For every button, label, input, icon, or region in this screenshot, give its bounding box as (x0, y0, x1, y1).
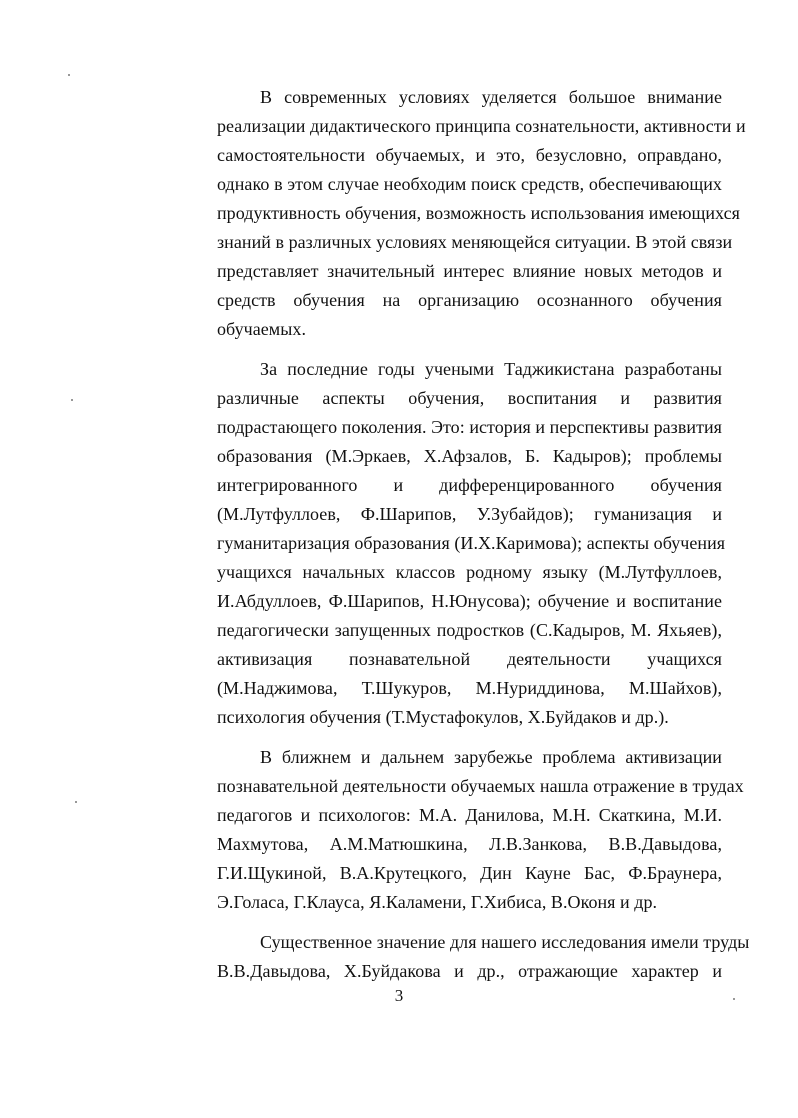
text-line: интегрированного и дифференцированного обучения (217, 475, 722, 495)
scan-speck (68, 74, 70, 76)
paragraph-1 (174, 83, 746, 344)
text-line: В современных условиях уделяется большое внимание (260, 87, 722, 107)
text-line: образования (М.Эркаев, Х.Афзалов, Б. Кадыров); проблемы (217, 446, 722, 466)
text-line: И.Абдуллоев, Ф.Шарипов, Н.Юнусова); обучение и воспитание (217, 591, 722, 611)
text-line: психология обучения (Т.Мустафокулов, Х.Буйдаков и др.). (217, 707, 669, 727)
text-line: Э.Голаса, Г.Клауса, Я.Каламени, Г.Хибиса, В.Оконя и др. (217, 892, 658, 912)
text-line: средств обучения на организацию осознанного обучения (217, 290, 722, 310)
paragraph-3 (174, 743, 744, 917)
text-line: Махмутова, А.М.Матюшкина, Л.В.Занкова, В.В.Давыдова, (217, 834, 722, 854)
text-line: учащихся начальных классов родному языку (М.Лутфуллоев, (217, 562, 722, 582)
body-text (174, 83, 750, 997)
text-line: педагогически запущенных подростков (С.Кадыров, М. Яхьяев), (217, 620, 722, 640)
text-line: гуманитаризация образования (И.Х.Каримова); аспекты обучения (217, 533, 726, 553)
text-line: За последние годы учеными Таджикистана разработаны (260, 359, 722, 379)
scan-speck (75, 801, 77, 803)
text-line: продуктивность обучения, возможность использования имеющихся (217, 203, 740, 223)
text-line: знаний в различных условиях меняющейся ситуации. В этой связи (217, 232, 733, 252)
text-line: (М.Лутфуллоев, Ф.Шарипов, У.Зубайдов); гуманизация и (217, 504, 722, 524)
text-line: Существенное значение для нашего исследования имели труды (260, 932, 750, 952)
scan-speck (71, 399, 73, 401)
text-line: (М.Наджимова, Т.Шукуров, М.Нуриддинова, М.Шайхов), (217, 678, 722, 698)
paragraph-4 (174, 928, 750, 986)
page-number: 3 (394, 986, 404, 1005)
text-line: обучаемых. (217, 319, 306, 339)
text-line: В.В.Давыдова, Х.Буйдакова и др., отражающие характер и (217, 961, 722, 981)
text-line: различные аспекты обучения, воспитания и развития (217, 388, 722, 408)
text-line: представляет значительный интерес влияние новых методов и (217, 261, 722, 281)
text-line: Г.И.Щукиной, В.А.Крутецкого, Дин Кауне Бас, Ф.Браунера, (217, 863, 722, 883)
text-line: В ближнем и дальнем зарубежье проблема активизации (260, 747, 722, 767)
paragraph-2 (174, 355, 726, 732)
text-line: однако в этом случае необходим поиск средств, обеспечивающих (217, 174, 722, 194)
text-line: подрастающего поколения. Это: история и перспективы развития (217, 417, 722, 437)
text-line: активизация познавательной деятельности учащихся (217, 649, 722, 669)
text-line: самостоятельности обучаемых, и это, безусловно, оправдано, (217, 145, 722, 165)
text-line: реализации дидактического принципа сознательности, активности и (217, 116, 746, 136)
text-line: познавательной деятельности обучаемых нашла отражение в трудах (217, 776, 744, 796)
text-line: педагогов и психологов: М.А. Данилова, М.Н. Скаткина, М.И. (217, 805, 722, 825)
